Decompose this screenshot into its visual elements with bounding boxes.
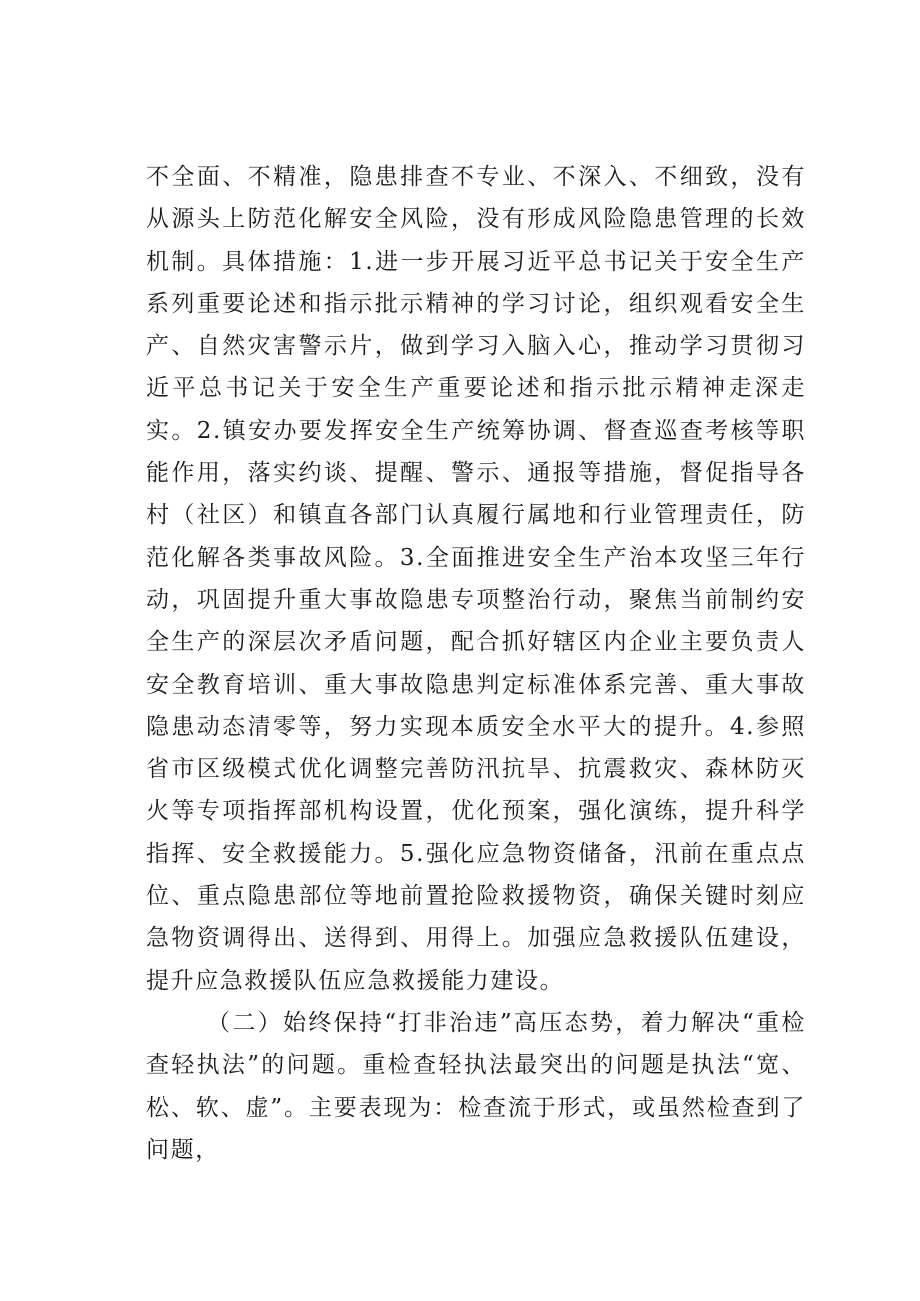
paragraph-section-two: （二）始终保持“打非治违”高压态势，着力解决“重检查轻执法”的问题。重检查轻执法最突出的问题是执法“宽、松、软、虚”。主要表现为：检查流于形式，或虽然检查到了问题， (146, 1009, 806, 1163)
paragraph-safety-measures: 不全面、不精准，隐患排查不专业、不深入、不细致，没有从源头上防范化解安全风险，没有形成风险隐患管理的长效机制。具体措施：1.进一步开展习近平总书记关于安全生产系列重要论述和指示批示精神的学习讨论，组织观看安全生产、自然灾害警示片，做到学习入脑入心，推动学习贯彻习近平总书记关于安全生产重要论述和指示批示精神走深走实。2.镇安办要发挥安全生产统筹协调、督查巡查考核等职能作用，落实约谈、提醒、警示、通报等措施，督促指导各村（社区）和镇直各部门认真履行属地和行业管理责任，防范化解各类事故风险。3.全面推进安全生产治本攻坚三年行动，巩固提升重大事故隐患专项整治行动，聚焦当前制约安全生产的深层次矛盾问题，配合抓好辖区内企业主要负责人安全教育培训、重大事故隐患判定标准体系完善、重大事故隐患动态清零等，努力实现本质安全水平大的提升。4.参照省市区级模式优化调整完善防汛抗旱、抗震救灾、森林防灭火等专项指挥部机构设置，优化预案，强化演练，提升科学指挥、安全救援能力。5.强化应急物资储备，汛前在重点点位、重点隐患部位等地前置抢险救援物资，确保关键时刻应急物资调得出、送得到、用得上。加强应急救援队伍建设，提升应急救援队伍应急救援能力建设。 (146, 164, 806, 994)
document-body (146, 156, 806, 1171)
